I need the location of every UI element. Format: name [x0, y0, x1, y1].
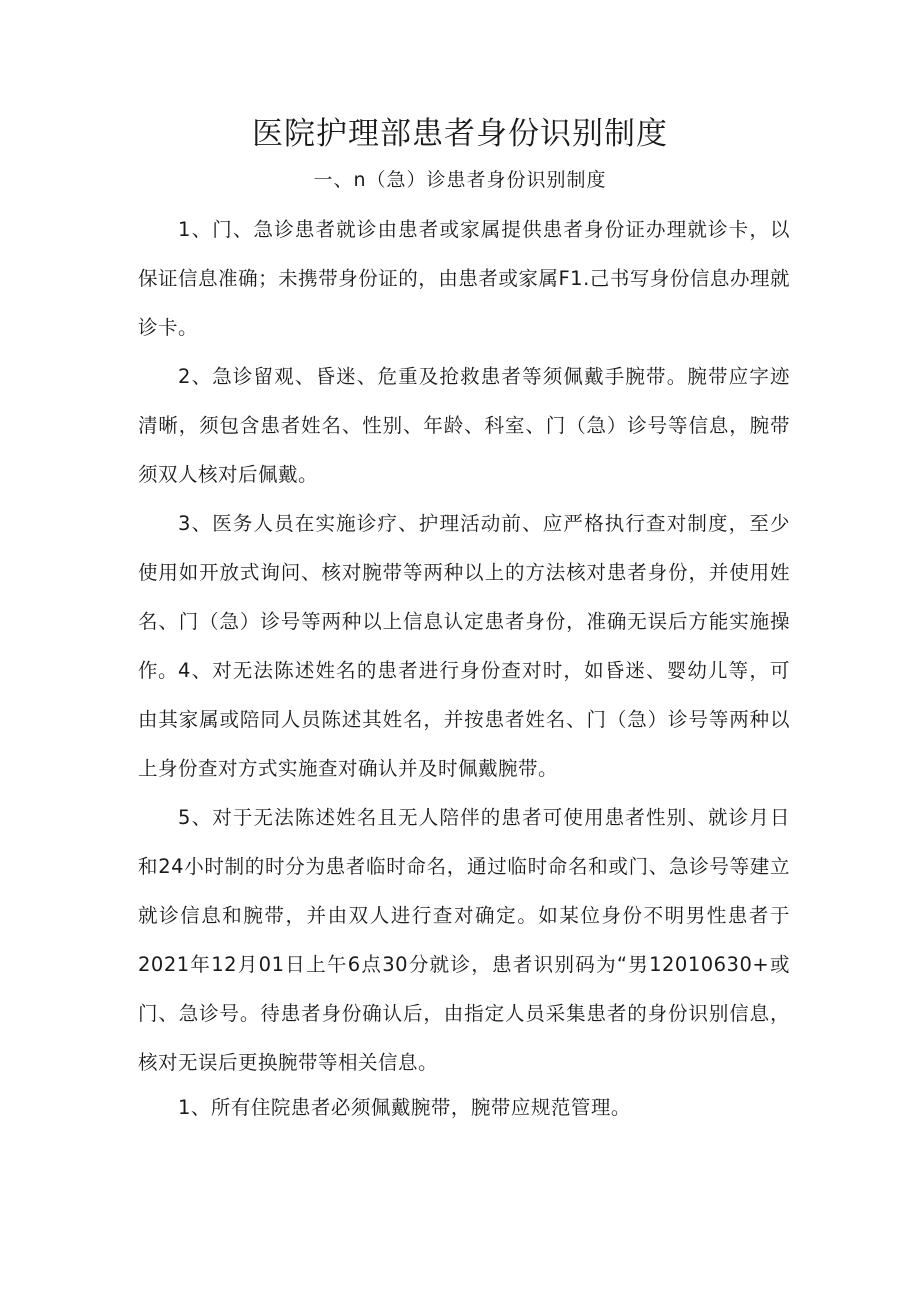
document-title: 医院护理部患者身份识别制度: [252, 116, 668, 152]
paragraph-3: 3、医务人员在实施诊疗、护理活动前、应严格执行查对制度，至少使用如开放式询问、核对腕带等两种以上的方法核对患者身份，并使用姓名、门（急）诊号等两种以上信息认定患者身份，准确无误后方能实施操作。: [138, 512, 790, 682]
section-heading: 一、n（急）诊患者身份识别制度: [313, 169, 607, 191]
paragraph-6: 1、所有住院患者必须佩戴腕带，腕带应规范管理。: [178, 1096, 631, 1119]
paragraph-1: 1、门、急诊患者就诊由患者或家属提供患者身份证办理就诊卡，以保证信息准确；未携带身份证的，由患者或家属F1.己书写身份信息办理就诊卡。: [138, 218, 790, 339]
paragraph-2: 2、急诊留观、昏迷、危重及抢救患者等须佩戴手腕带。腕带应字迹清晰，须包含患者姓名、性别、年龄、科室、门（急）诊号等信息，腕带须双人核对后佩戴。: [138, 365, 790, 486]
paragraph-5: 5、对于无法陈述姓名且无人陪伴的患者可使用患者性别、就诊月日和24小时制的时分为患者临时命名，通过临时命名和或门、急诊号等建立就诊信息和腕带，并由双人进行查对确定。如某位身份不明男性患者于2021年12月01日上午6点30分就诊，患者识别码为“男12010630+或门、急诊号。待患者身份确认后，由指定人员采集患者的身份识别信息，核对无误后更换腕带等相关信息。: [138, 806, 790, 1074]
paragraph-4: 4、对无法陈述姓名的患者进行身份查对时，如昏迷、婴幼儿等，可由其家属或陪同人员陈述其姓名，并按患者姓名、门（急）诊号等两种以上身份查对方式实施查对确认并及时佩戴腕带。: [138, 659, 790, 780]
